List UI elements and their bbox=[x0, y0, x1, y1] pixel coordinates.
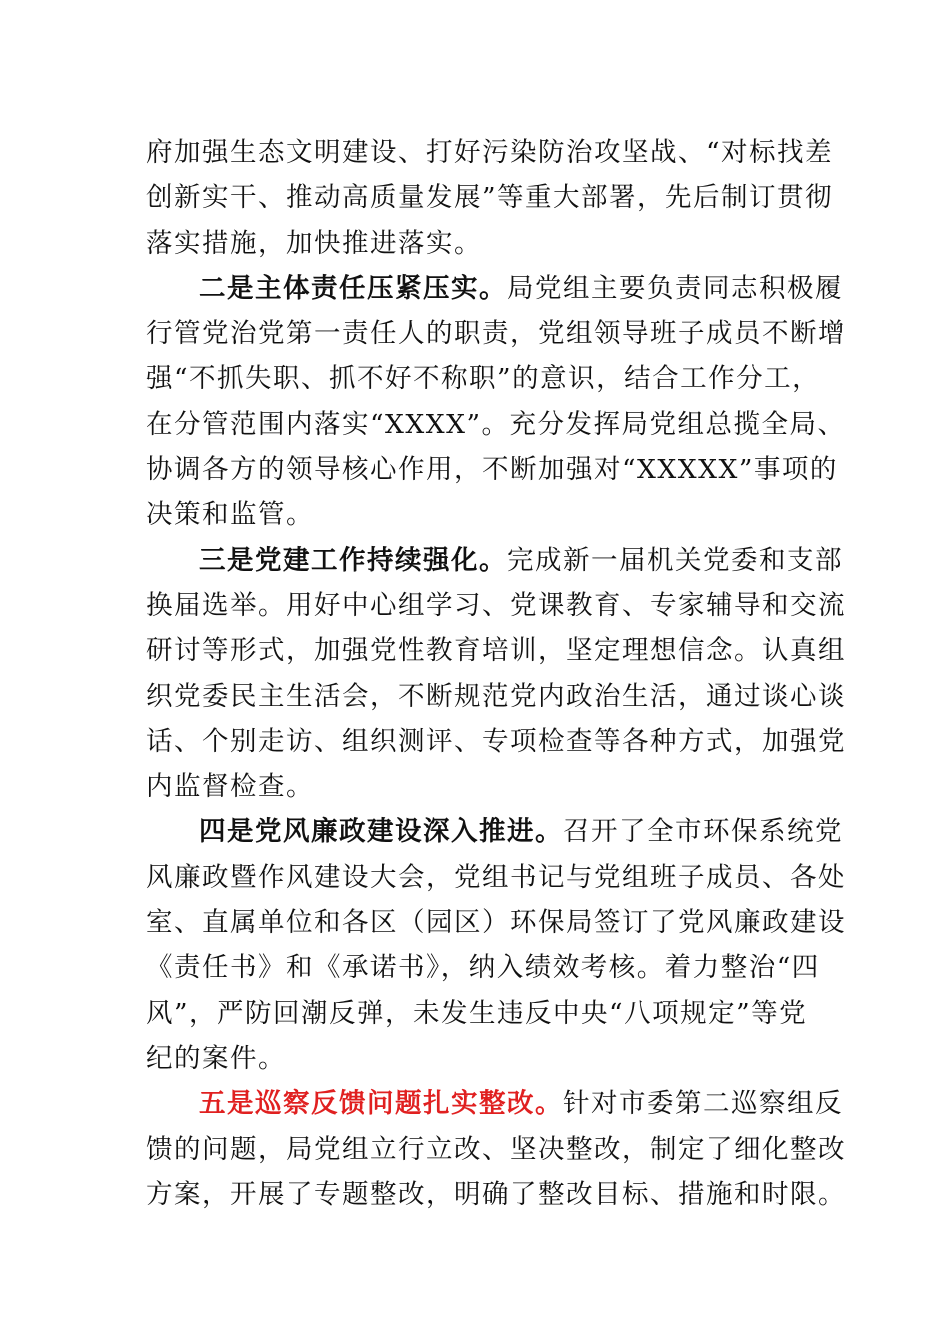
paragraph-2-line-5: 协调各方的领导核心作用，不断加强对“XXXXX”事项的 bbox=[146, 454, 838, 486]
paragraph-3-heading: 三是党建工作持续强化。 bbox=[199, 544, 507, 576]
paragraph-4-line-1-text: 召开了全市环保系统党 bbox=[563, 816, 843, 848]
paragraph-3-line-1-text: 完成新一届机关党委和支部 bbox=[507, 544, 843, 576]
paragraph-3-line-2: 换届选举。用好中心组学习、党课教育、专家辅导和交流 bbox=[146, 589, 846, 621]
paragraph-5-line-2: 馈的问题，局党组立行立改、坚决整改，制定了细化整改 bbox=[146, 1133, 846, 1165]
paragraph-4-heading: 四是党风廉政建设深入推进。 bbox=[199, 816, 563, 848]
paragraph-4-line-5: 风”，严防回潮反弹，未发生违反中央“八项规定”等党 bbox=[146, 997, 808, 1029]
paragraph-1-line-3: 落实措施，加快推进落实。 bbox=[146, 227, 482, 259]
paragraph-2-line-6: 决策和监管。 bbox=[146, 499, 314, 531]
document-body bbox=[146, 130, 846, 1217]
paragraph-3-line-1 bbox=[146, 538, 843, 583]
paragraph-2-line-1-text: 局党组主要负责同志积极履 bbox=[507, 272, 843, 304]
paragraph-3 bbox=[146, 538, 846, 810]
paragraph-2-line-2: 行管党治党第一责任人的职责，党组领导班子成员不断增 bbox=[146, 318, 846, 350]
paragraph-5 bbox=[146, 1081, 846, 1217]
paragraph-5-line-1 bbox=[146, 1081, 843, 1126]
paragraph-4-line-4: 《责任书》和《承诺书》，纳入绩效考核。着力整治“四 bbox=[146, 952, 820, 984]
paragraph-3-line-5: 话、个别走访、组织测评、专项检查等各种方式，加强党 bbox=[146, 725, 846, 757]
paragraph-3-line-3: 研讨等形式，加强党性教育培训，坚定理想信念。认真组 bbox=[146, 635, 846, 667]
paragraph-1 bbox=[146, 130, 834, 266]
paragraph-3-line-4: 织党委民主生活会，不断规范党内政治生活，通过谈心谈 bbox=[146, 680, 846, 712]
paragraph-1-line-2: 创新实干、推动高质量发展”等重大部署，先后制订贯彻 bbox=[146, 182, 834, 214]
paragraph-4-line-2: 风廉政暨作风建设大会，党组书记与党组班子成员、各处 bbox=[146, 861, 846, 893]
paragraph-1-line-1: 府加强生态文明建设、打好污染防治攻坚战、“对标找差 bbox=[146, 137, 834, 168]
paragraph-3-line-6: 内监督检查。 bbox=[146, 771, 314, 803]
paragraph-4-line-3: 室、直属单位和各区（园区）环保局签订了党风廉政建设 bbox=[146, 907, 846, 939]
paragraph-5-line-1-text: 针对市委第二巡察组反 bbox=[563, 1088, 843, 1120]
paragraph-2 bbox=[146, 266, 846, 538]
paragraph-4-line-1 bbox=[146, 809, 843, 854]
paragraph-5-line-3: 方案，开展了专题整改，明确了整改目标、措施和时限。 bbox=[146, 1178, 846, 1210]
paragraph-2-line-3: 强“不抓失职、抓不好不称职”的意识，结合工作分工， bbox=[146, 363, 821, 395]
paragraph-2-line-4: 在分管范围内落实“XXXX”。充分发挥局党组总揽全局、 bbox=[146, 408, 846, 440]
paragraph-5-heading: 五是巡察反馈问题扎实整改。 bbox=[199, 1088, 563, 1120]
paragraph-2-line-1 bbox=[146, 266, 843, 311]
paragraph-4-line-6: 纪的案件。 bbox=[146, 1042, 286, 1074]
paragraph-2-heading: 二是主体责任压紧压实。 bbox=[199, 272, 507, 304]
paragraph-4 bbox=[146, 809, 846, 1081]
